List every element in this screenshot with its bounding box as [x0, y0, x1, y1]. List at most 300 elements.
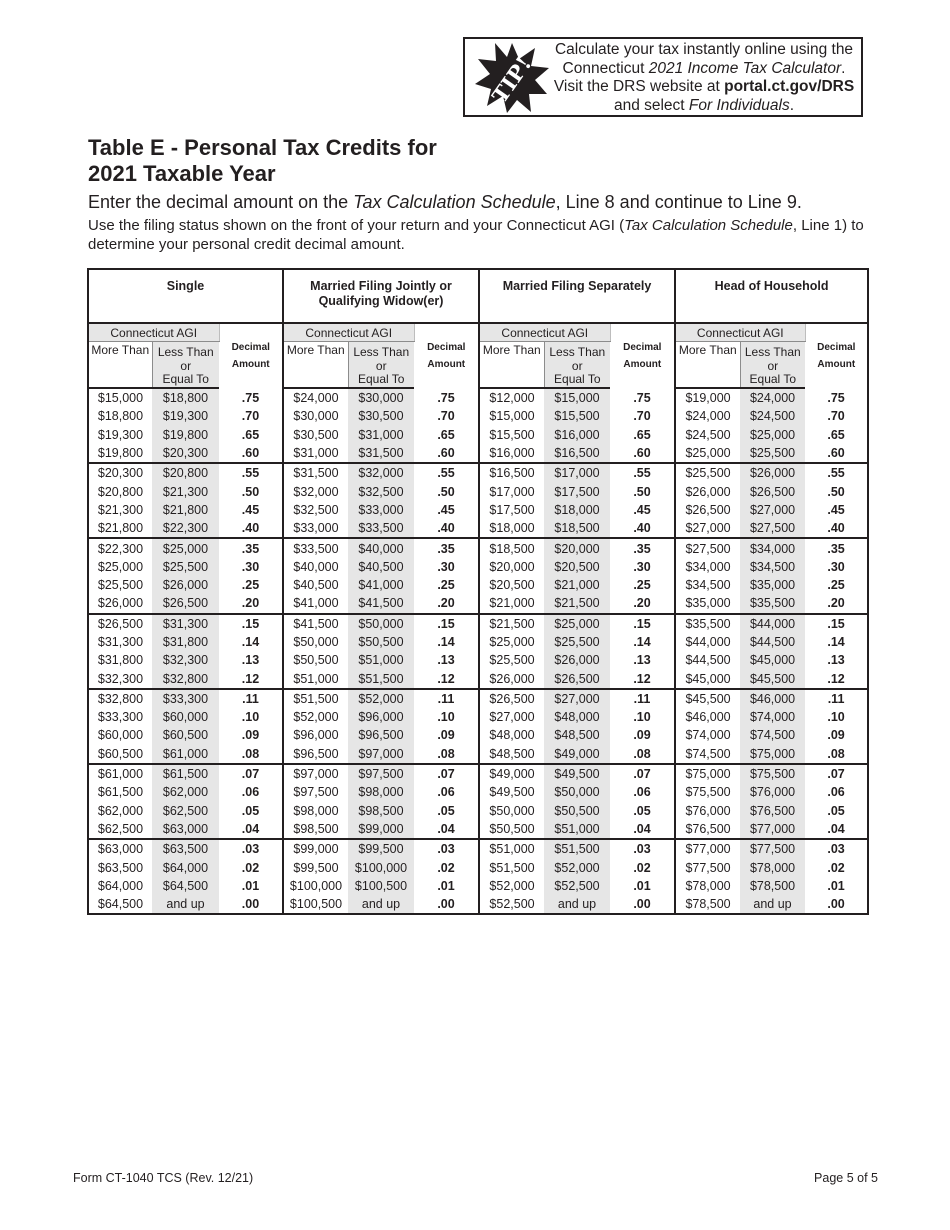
decimal-cell: .10 — [414, 708, 479, 726]
more-than-cell: $61,500 — [88, 783, 152, 801]
more-than-header: More Than — [479, 342, 544, 389]
less-than-cell: $31,800 — [152, 633, 219, 651]
decimal-cell: .30 — [805, 558, 868, 576]
less-than-cell: $96,500 — [348, 726, 414, 744]
decimal-cell: .75 — [219, 388, 283, 407]
decimal-cell: .14 — [414, 633, 479, 651]
decimal-cell: .14 — [805, 633, 868, 651]
less-than-cell: $77,500 — [740, 839, 805, 858]
less-than-cell: $64,000 — [152, 858, 219, 876]
filing-status-label: Married Filing Separately — [502, 279, 652, 293]
decimal-cell: .25 — [805, 576, 868, 594]
more-than-cell: $26,500 — [685, 502, 731, 517]
decimal-cell: .60 — [805, 444, 868, 463]
more-than-cell: $22,300 — [88, 538, 152, 557]
decimal-cell: .06 — [805, 783, 868, 801]
decimal-cell: .35 — [219, 538, 283, 557]
decimal-cell: .08 — [610, 745, 675, 764]
more-than-cell: $25,500 — [489, 653, 535, 668]
more-than-cell: $78,500 — [675, 895, 740, 914]
less-than-cell: $48,500 — [544, 726, 610, 744]
less-than-cell: and up — [152, 895, 219, 914]
less-than-cell: $20,000 — [544, 538, 610, 557]
more-than-cell: $76,000 — [685, 803, 731, 818]
less-than-cell: $22,300 — [152, 519, 219, 538]
more-than-cell: $21,800 — [88, 519, 152, 538]
more-than-cell: $50,000 — [489, 803, 535, 818]
more-than-cell: $51,500 — [489, 860, 535, 875]
more-than-cell: $75,000 — [685, 767, 731, 782]
more-than-cell: $52,000 — [489, 878, 535, 893]
table-row — [88, 558, 868, 576]
decimal-cell: .02 — [805, 858, 868, 876]
less-than-cell: $21,300 — [152, 482, 219, 500]
less-than-cell: $99,500 — [348, 839, 414, 858]
decimal-cell: .00 — [219, 895, 283, 914]
decimal-cell: .05 — [219, 802, 283, 820]
decimal-cell: .12 — [414, 669, 479, 688]
more-than-cell: $26,000 — [479, 669, 544, 688]
less-than-cell: and up — [740, 895, 805, 914]
more-than-cell: $15,500 — [489, 427, 535, 442]
less-than-cell: $50,500 — [348, 633, 414, 651]
decimal-header-line-2: Amount — [817, 359, 856, 370]
decimal-cell: .06 — [414, 783, 479, 801]
decimal-cell: .65 — [610, 426, 675, 444]
decimal-header-line-2: Amount — [427, 359, 466, 370]
less-than-cell: $19,800 — [152, 426, 219, 444]
more-than-cell: $16,500 — [489, 466, 535, 481]
decimal-cell: .13 — [219, 651, 283, 669]
more-than-cell: $49,000 — [489, 767, 535, 782]
less-than-cell: $52,000 — [348, 689, 414, 708]
less-than-cell: $24,500 — [740, 407, 805, 425]
less-than-cell: $51,000 — [348, 651, 414, 669]
decimal-cell: .06 — [219, 783, 283, 801]
decimal-cell: .09 — [414, 726, 479, 744]
decimal-cell: .45 — [414, 501, 479, 519]
more-than-cell: $74,000 — [685, 728, 731, 743]
more-than-cell: $51,000 — [283, 669, 348, 688]
decimal-cell: .14 — [610, 633, 675, 651]
less-than-header — [348, 342, 414, 389]
less-than-header-line: Less Than — [549, 345, 606, 359]
tip-starburst-icon — [474, 42, 550, 114]
less-than-cell: $26,500 — [544, 669, 610, 688]
more-than-cell: $97,000 — [293, 767, 339, 782]
more-than-cell: $50,000 — [293, 635, 339, 649]
decimal-cell: .05 — [414, 802, 479, 820]
less-than-cell: $60,500 — [152, 726, 219, 744]
more-than-cell: $24,500 — [685, 427, 731, 442]
less-than-header-line: Less Than — [157, 345, 214, 359]
decimal-cell: .07 — [610, 764, 675, 783]
more-than-cell: $44,500 — [685, 653, 731, 668]
decimal-cell: .35 — [414, 538, 479, 557]
more-than-cell: $48,000 — [489, 728, 535, 743]
less-than-cell: $50,000 — [348, 614, 414, 633]
more-than-cell: $19,000 — [685, 391, 731, 406]
more-than-cell: $33,300 — [88, 708, 152, 726]
table-row — [88, 895, 868, 914]
less-than-cell: $63,000 — [152, 820, 219, 839]
less-than-cell: $49,500 — [544, 764, 610, 783]
decimal-cell: .02 — [610, 858, 675, 876]
less-than-cell: $15,000 — [544, 388, 610, 407]
less-than-cell: $61,000 — [152, 745, 219, 764]
more-than-cell: $16,000 — [479, 444, 544, 463]
decimal-cell: .13 — [805, 651, 868, 669]
tax-credit-table — [87, 268, 869, 915]
less-than-cell: $97,500 — [348, 764, 414, 783]
less-than-cell: $50,000 — [544, 783, 610, 801]
less-than-header — [152, 342, 219, 389]
decimal-amount-header — [805, 323, 868, 388]
less-than-cell: $16,500 — [544, 444, 610, 463]
decimal-cell: .03 — [414, 839, 479, 858]
table-row — [88, 802, 868, 820]
decimal-cell: .50 — [414, 482, 479, 500]
less-than-cell: $100,500 — [348, 877, 414, 895]
decimal-cell: .45 — [805, 501, 868, 519]
less-than-cell: $34,000 — [740, 538, 805, 557]
decimal-cell: .55 — [610, 463, 675, 482]
more-than-cell: $98,500 — [283, 820, 348, 839]
less-than-cell: $33,500 — [348, 519, 414, 538]
decimal-cell: .11 — [805, 689, 868, 708]
more-than-cell: $24,000 — [293, 391, 339, 406]
decimal-cell: .00 — [414, 895, 479, 914]
decimal-cell: .09 — [219, 726, 283, 744]
more-than-cell: $32,500 — [293, 502, 339, 517]
table-row — [88, 669, 868, 688]
filing-status-label: Head of Household — [714, 279, 829, 293]
less-than-cell: $77,000 — [740, 820, 805, 839]
filing-status-header — [675, 269, 868, 323]
less-than-cell: $17,500 — [544, 482, 610, 500]
decimal-cell: .04 — [805, 820, 868, 839]
decimal-cell: .15 — [610, 614, 675, 633]
less-than-header-line: Equal To — [554, 372, 601, 386]
less-than-cell: and up — [348, 895, 414, 914]
more-than-cell: $78,000 — [685, 878, 731, 893]
table-row — [88, 858, 868, 876]
decimal-cell: .30 — [219, 558, 283, 576]
more-than-cell: $97,500 — [293, 785, 339, 800]
less-than-cell: $75,500 — [740, 764, 805, 783]
less-than-cell: and up — [544, 895, 610, 914]
table-row — [88, 651, 868, 669]
table-row — [88, 519, 868, 538]
less-than-cell: $48,000 — [544, 708, 610, 726]
more-than-cell: $15,000 — [489, 409, 535, 424]
less-than-cell: $26,000 — [740, 463, 805, 482]
decimal-cell: .12 — [610, 669, 675, 688]
more-than-cell: $31,800 — [88, 651, 152, 669]
less-than-cell: $25,000 — [740, 426, 805, 444]
decimal-header-line-2: Amount — [231, 359, 270, 370]
more-than-cell: $32,000 — [293, 484, 339, 499]
more-than-cell: $60,500 — [88, 745, 152, 764]
less-than-cell: $18,000 — [544, 501, 610, 519]
decimal-cell: .60 — [219, 444, 283, 463]
decimal-cell: .11 — [219, 689, 283, 708]
less-than-cell: $27,500 — [740, 519, 805, 538]
less-than-cell: $99,000 — [348, 820, 414, 839]
less-than-cell: $52,000 — [544, 858, 610, 876]
instruction-line-1: Enter the decimal amount on the Tax Calculation Schedule, Line 8 and continue to Line 9. — [88, 192, 802, 212]
decimal-cell: .11 — [610, 689, 675, 708]
less-than-cell: $52,500 — [544, 877, 610, 895]
more-than-cell: $17,500 — [489, 502, 535, 517]
less-than-header-line: Equal To — [162, 372, 209, 386]
page-number: Page 5 of 5 — [814, 1171, 878, 1185]
more-than-cell: $50,500 — [479, 820, 544, 839]
decimal-amount-header — [414, 323, 479, 388]
less-than-cell: $26,000 — [544, 651, 610, 669]
decimal-cell: .20 — [805, 594, 868, 613]
less-than-cell: $62,500 — [152, 802, 219, 820]
more-than-cell: $40,000 — [293, 559, 339, 574]
table-row — [88, 820, 868, 839]
filing-status-label-2: Qualifying Widow(er) — [318, 294, 444, 308]
more-than-cell: $96,000 — [293, 728, 339, 743]
decimal-cell: .03 — [805, 839, 868, 858]
more-than-cell: $62,000 — [88, 802, 152, 820]
decimal-cell: .08 — [805, 745, 868, 764]
decimal-cell: .30 — [414, 558, 479, 576]
less-than-cell: $25,500 — [544, 633, 610, 651]
table-row — [88, 839, 868, 858]
more-than-cell: $33,500 — [293, 541, 339, 556]
more-than-cell: $35,500 — [685, 616, 731, 631]
filing-status-header — [479, 269, 675, 323]
instruction-line-2: Use the filing status shown on the front of your return and your Connecticut AGI (Tax Calculation Schedule, Line 1) to determine your personal credit decimal amount. — [88, 217, 864, 253]
less-than-cell: $21,800 — [152, 501, 219, 519]
less-than-cell: $76,000 — [740, 783, 805, 801]
less-than-header-line: Less Than — [353, 345, 410, 359]
decimal-cell: .50 — [219, 482, 283, 500]
more-than-cell: $63,000 — [88, 839, 152, 858]
more-than-cell: $19,800 — [88, 444, 152, 463]
decimal-cell: .40 — [219, 519, 283, 538]
table-row — [88, 501, 868, 519]
less-than-cell: $32,500 — [348, 482, 414, 500]
more-than-cell: $74,500 — [675, 745, 740, 764]
decimal-cell: .10 — [610, 708, 675, 726]
more-than-cell: $21,500 — [489, 616, 535, 631]
less-than-header-line: or — [180, 358, 192, 373]
table-row — [88, 407, 868, 425]
less-than-cell: $75,000 — [740, 745, 805, 764]
decimal-cell: .35 — [805, 538, 868, 557]
table-row — [88, 745, 868, 764]
less-than-cell: $50,500 — [544, 802, 610, 820]
more-than-header: More Than — [675, 342, 740, 389]
decimal-cell: .65 — [219, 426, 283, 444]
decimal-cell: .70 — [219, 407, 283, 425]
less-than-header-line: Less Than — [744, 345, 801, 359]
decimal-cell: .04 — [610, 820, 675, 839]
more-than-cell: $20,800 — [88, 482, 152, 500]
more-than-cell: $33,000 — [283, 519, 348, 538]
more-than-cell: $27,000 — [675, 519, 740, 538]
table-row — [88, 708, 868, 726]
less-than-cell: $34,500 — [740, 558, 805, 576]
tip-box — [463, 37, 863, 117]
more-than-cell: $25,000 — [675, 444, 740, 463]
less-than-cell: $32,000 — [348, 463, 414, 482]
less-than-cell: $25,000 — [544, 614, 610, 633]
more-than-cell: $32,800 — [88, 689, 152, 708]
decimal-cell: .20 — [414, 594, 479, 613]
more-than-cell: $50,500 — [293, 653, 339, 668]
decimal-cell: .55 — [805, 463, 868, 482]
filing-status-label: Married Filing Jointly or — [310, 279, 452, 293]
table-row — [88, 633, 868, 651]
table-row — [88, 726, 868, 744]
more-than-cell: $26,500 — [88, 614, 152, 633]
less-than-cell: $20,800 — [152, 463, 219, 482]
more-than-cell: $61,000 — [88, 764, 152, 783]
more-than-cell: $20,300 — [88, 463, 152, 482]
decimal-cell: .07 — [414, 764, 479, 783]
decimal-cell: .04 — [219, 820, 283, 839]
less-than-cell: $61,500 — [152, 764, 219, 783]
less-than-cell: $30,500 — [348, 407, 414, 425]
more-than-cell: $26,000 — [88, 594, 152, 613]
tip-line-3: Visit the DRS website at portal.ct.gov/DRS — [553, 78, 855, 95]
more-than-cell: $31,300 — [88, 633, 152, 651]
less-than-cell: $74,000 — [740, 708, 805, 726]
more-than-cell: $19,300 — [88, 426, 152, 444]
agi-header: Connecticut AGI — [283, 323, 414, 342]
less-than-cell: $21,500 — [544, 594, 610, 613]
less-than-header-line: or — [767, 358, 779, 373]
tip-line-2: Connecticut 2021 Income Tax Calculator. — [562, 59, 846, 77]
decimal-cell: .14 — [219, 633, 283, 651]
decimal-cell: .08 — [414, 745, 479, 764]
more-than-cell: $45,000 — [675, 669, 740, 688]
more-than-cell: $15,000 — [88, 388, 152, 407]
less-than-cell: $31,500 — [348, 444, 414, 463]
more-than-cell: $63,500 — [88, 858, 152, 876]
more-than-cell: $17,000 — [489, 484, 535, 499]
table-row — [88, 689, 868, 708]
less-than-cell: $51,000 — [544, 820, 610, 839]
more-than-cell: $30,500 — [293, 427, 339, 442]
less-than-cell: $62,000 — [152, 783, 219, 801]
decimal-cell: .10 — [219, 708, 283, 726]
decimal-cell: .20 — [219, 594, 283, 613]
less-than-cell: $21,000 — [544, 576, 610, 594]
more-than-cell: $34,000 — [685, 559, 731, 574]
less-than-cell: $24,000 — [740, 388, 805, 407]
decimal-cell: .08 — [219, 745, 283, 764]
less-than-cell: $32,800 — [152, 669, 219, 688]
decimal-cell: .75 — [414, 388, 479, 407]
more-than-cell: $12,000 — [489, 391, 535, 406]
decimal-cell: .40 — [414, 519, 479, 538]
table-row — [88, 764, 868, 783]
less-than-header-line: Equal To — [749, 372, 797, 386]
more-than-cell: $52,000 — [293, 710, 339, 725]
more-than-cell: $62,500 — [88, 820, 152, 839]
decimal-cell: .35 — [610, 538, 675, 557]
decimal-cell: .09 — [805, 726, 868, 744]
table-row — [88, 576, 868, 594]
more-than-cell: $27,500 — [685, 541, 731, 556]
form-footer: Form CT-1040 TCS (Rev. 12/21) — [73, 1171, 254, 1185]
more-than-cell: $34,500 — [685, 578, 731, 593]
less-than-cell: $17,000 — [544, 463, 610, 482]
table-row — [88, 614, 868, 633]
less-than-cell: $78,000 — [740, 858, 805, 876]
more-than-cell: $41,500 — [293, 616, 339, 631]
table-row — [88, 482, 868, 500]
decimal-header-line-1: Decimal — [817, 342, 856, 353]
more-than-cell: $31,500 — [293, 466, 339, 481]
more-than-cell: $18,800 — [88, 407, 152, 425]
less-than-cell: $26,500 — [740, 482, 805, 500]
more-than-cell: $51,000 — [489, 842, 535, 857]
more-than-cell: $20,000 — [489, 559, 535, 574]
more-than-cell: $18,500 — [489, 541, 535, 556]
more-than-cell: $52,500 — [479, 895, 544, 914]
decimal-cell: .60 — [610, 444, 675, 463]
less-than-cell: $41,500 — [348, 594, 414, 613]
more-than-cell: $77,500 — [685, 860, 731, 875]
decimal-cell: .60 — [414, 444, 479, 463]
more-than-cell: $26,500 — [489, 691, 535, 706]
decimal-cell: .25 — [414, 576, 479, 594]
more-than-cell: $99,000 — [293, 842, 339, 857]
less-than-cell: $32,300 — [152, 651, 219, 669]
tip-text — [551, 41, 857, 115]
filing-status-label: Single — [166, 279, 205, 293]
less-than-cell: $26,500 — [152, 594, 219, 613]
drs-website-link[interactable]: portal.ct.gov/DRS — [724, 78, 855, 95]
more-than-cell: $96,500 — [283, 745, 348, 764]
less-than-header-line: or — [571, 358, 583, 373]
less-than-cell: $78,500 — [740, 877, 805, 895]
more-than-cell: $48,500 — [479, 745, 544, 764]
less-than-cell: $25,500 — [152, 558, 219, 576]
less-than-cell: $46,000 — [740, 689, 805, 708]
table-row — [88, 783, 868, 801]
decimal-amount-header — [610, 323, 675, 388]
more-than-cell: $49,500 — [489, 785, 535, 800]
tip-line-1: Calculate your tax instantly online using the — [554, 41, 854, 58]
less-than-cell: $44,500 — [740, 633, 805, 651]
decimal-cell: .65 — [805, 426, 868, 444]
more-than-cell: $64,500 — [88, 895, 152, 914]
tip-badge-text: TIP! — [486, 51, 537, 108]
decimal-cell: .70 — [610, 407, 675, 425]
less-than-header-line: or — [375, 358, 387, 373]
more-than-cell: $25,000 — [88, 558, 152, 576]
more-than-header: More Than — [88, 342, 152, 389]
less-than-cell: $98,000 — [348, 783, 414, 801]
decimal-cell: .03 — [219, 839, 283, 858]
decimal-cell: .15 — [414, 614, 479, 633]
less-than-cell: $16,000 — [544, 426, 610, 444]
decimal-cell: .00 — [610, 895, 675, 914]
decimal-cell: .45 — [610, 501, 675, 519]
decimal-cell: .07 — [219, 764, 283, 783]
agi-header: Connecticut AGI — [479, 323, 610, 342]
less-than-cell: $35,000 — [740, 576, 805, 594]
